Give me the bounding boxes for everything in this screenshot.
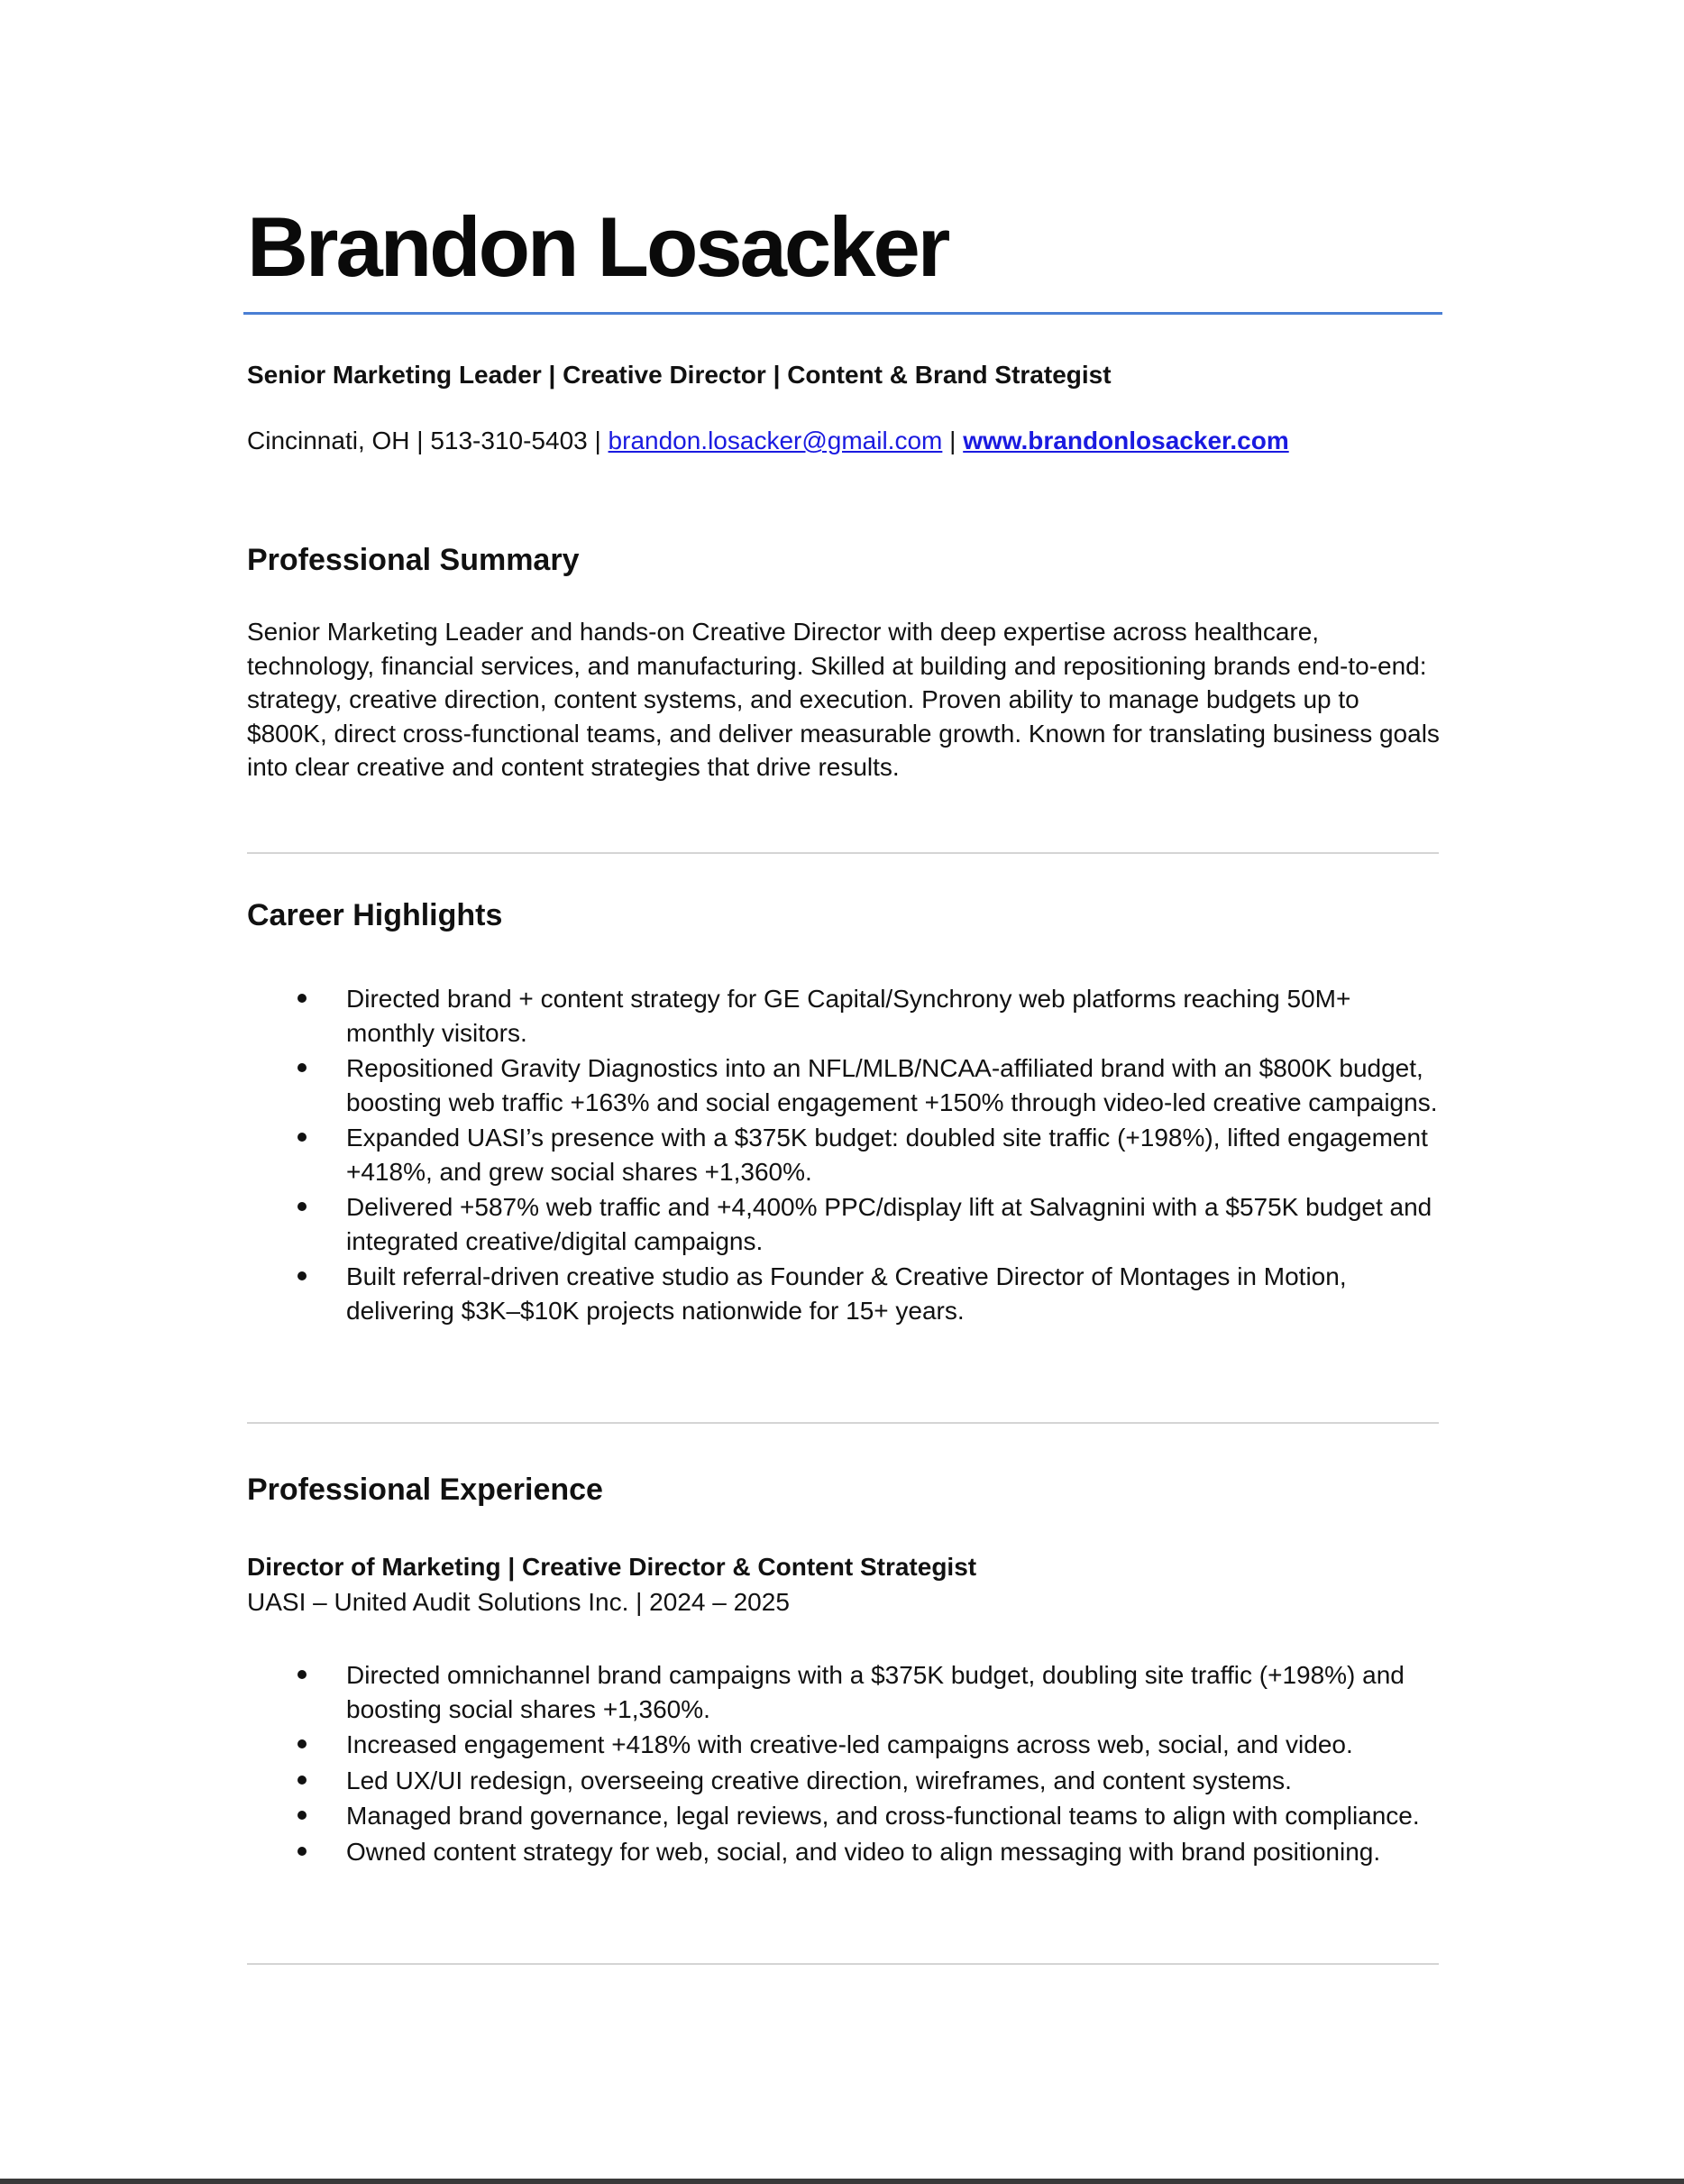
list-item: [247, 982, 1446, 1050]
bullet-icon: [297, 1811, 307, 1820]
job-bullet-text: Increased engagement +418% with creative-led campaigns across web, social, and video.: [346, 1730, 1353, 1758]
bullet-icon: [297, 1739, 307, 1748]
bullet-icon: [297, 1271, 307, 1280]
job-bullets: [247, 1658, 1446, 1870]
professional-tagline: Senior Marketing Leader | Creative Director | Content & Brand Strategist: [247, 361, 1112, 389]
list-item: [247, 1190, 1446, 1258]
contact-separator: |: [942, 427, 964, 454]
bullet-icon: [297, 1063, 307, 1072]
summary-heading: Professional Summary: [247, 543, 580, 577]
highlights-list: [247, 982, 1446, 1329]
list-item: [247, 1121, 1446, 1188]
list-item: [247, 1260, 1446, 1327]
candidate-name: Brandon Losacker: [247, 199, 948, 294]
bullet-icon: [297, 1133, 307, 1142]
bullet-icon: [297, 1847, 307, 1856]
bullet-icon: [297, 1202, 307, 1211]
section-divider: [247, 1963, 1439, 1965]
section-divider: [247, 1422, 1439, 1424]
bullet-icon: [297, 1776, 307, 1785]
highlight-text: Expanded UASI’s presence with a $375K budget: doubled site traffic (+198%), lifted engagement +418%, and grew social shares +1,360%.: [346, 1124, 1428, 1186]
list-item: [247, 1051, 1446, 1119]
list-item: [247, 1658, 1446, 1726]
summary-text: Senior Marketing Leader and hands-on Creative Director with deep expertise across healthcare, technology, financial services, and manufacturing. Skilled at building and repositioning brands end-to-end: strategy, creative direction, content systems, and execution. Proven ability to manage budgets up to $800K, direct cross-functional teams, and deliver measurable growth. Known for translating business goals into clear creative and content strategies that drive results.: [247, 618, 1440, 781]
list-item: [247, 1799, 1446, 1833]
job-bullet-text: Owned content strategy for web, social, and video to align messaging with brand positioning.: [346, 1837, 1381, 1866]
highlights-heading: Career Highlights: [247, 898, 503, 932]
contact-line: [247, 425, 1289, 457]
bullet-icon: [297, 1670, 307, 1679]
experience-heading: Professional Experience: [247, 1473, 603, 1507]
list-item: [247, 1728, 1446, 1762]
job-bullet-text: Managed brand governance, legal reviews, and cross-functional teams to align with compliance.: [346, 1802, 1420, 1830]
job-company-dates: UASI – United Audit Solutions Inc. | 2024 – 2025: [247, 1588, 790, 1616]
website-link[interactable]: www.brandonlosacker.com: [963, 427, 1289, 454]
list-item: [247, 1835, 1446, 1869]
viewer-bottom-edge: [0, 2179, 1684, 2184]
highlight-text: Directed brand + content strategy for GE Capital/Synchrony web platforms reaching 50M+ monthly visitors.: [346, 985, 1351, 1047]
contact-location-phone: Cincinnati, OH | 513-310-5403 |: [247, 427, 609, 454]
highlight-text: Built referral-driven creative studio as Founder & Creative Director of Montages in Motion, delivering $3K–$10K projects nationwide for 15+ years.: [346, 1262, 1347, 1325]
email-link[interactable]: brandon.losacker@gmail.com: [608, 427, 943, 454]
highlight-text: Delivered +587% web traffic and +4,400% PPC/display lift at Salvagnini with a $575K budget and integrated creative/digital campaigns.: [346, 1193, 1432, 1255]
job-bullet-text: Directed omnichannel brand campaigns with a $375K budget, doubling site traffic (+198%) and boosting social shares +1,360%.: [346, 1661, 1405, 1723]
name-divider: [243, 312, 1442, 315]
list-item: [247, 1764, 1446, 1798]
job-bullet-text: Led UX/UI redesign, overseeing creative direction, wireframes, and content systems.: [346, 1766, 1292, 1794]
highlight-text: Repositioned Gravity Diagnostics into an NFL/MLB/NCAA-affiliated brand with an $800K budget, boosting web traffic +163% and social engagement +150% through video-led creative campaigns.: [346, 1054, 1438, 1116]
section-divider: [247, 852, 1439, 854]
bullet-icon: [297, 994, 307, 1003]
job-title: Director of Marketing | Creative Director & Content Strategist: [247, 1553, 977, 1581]
